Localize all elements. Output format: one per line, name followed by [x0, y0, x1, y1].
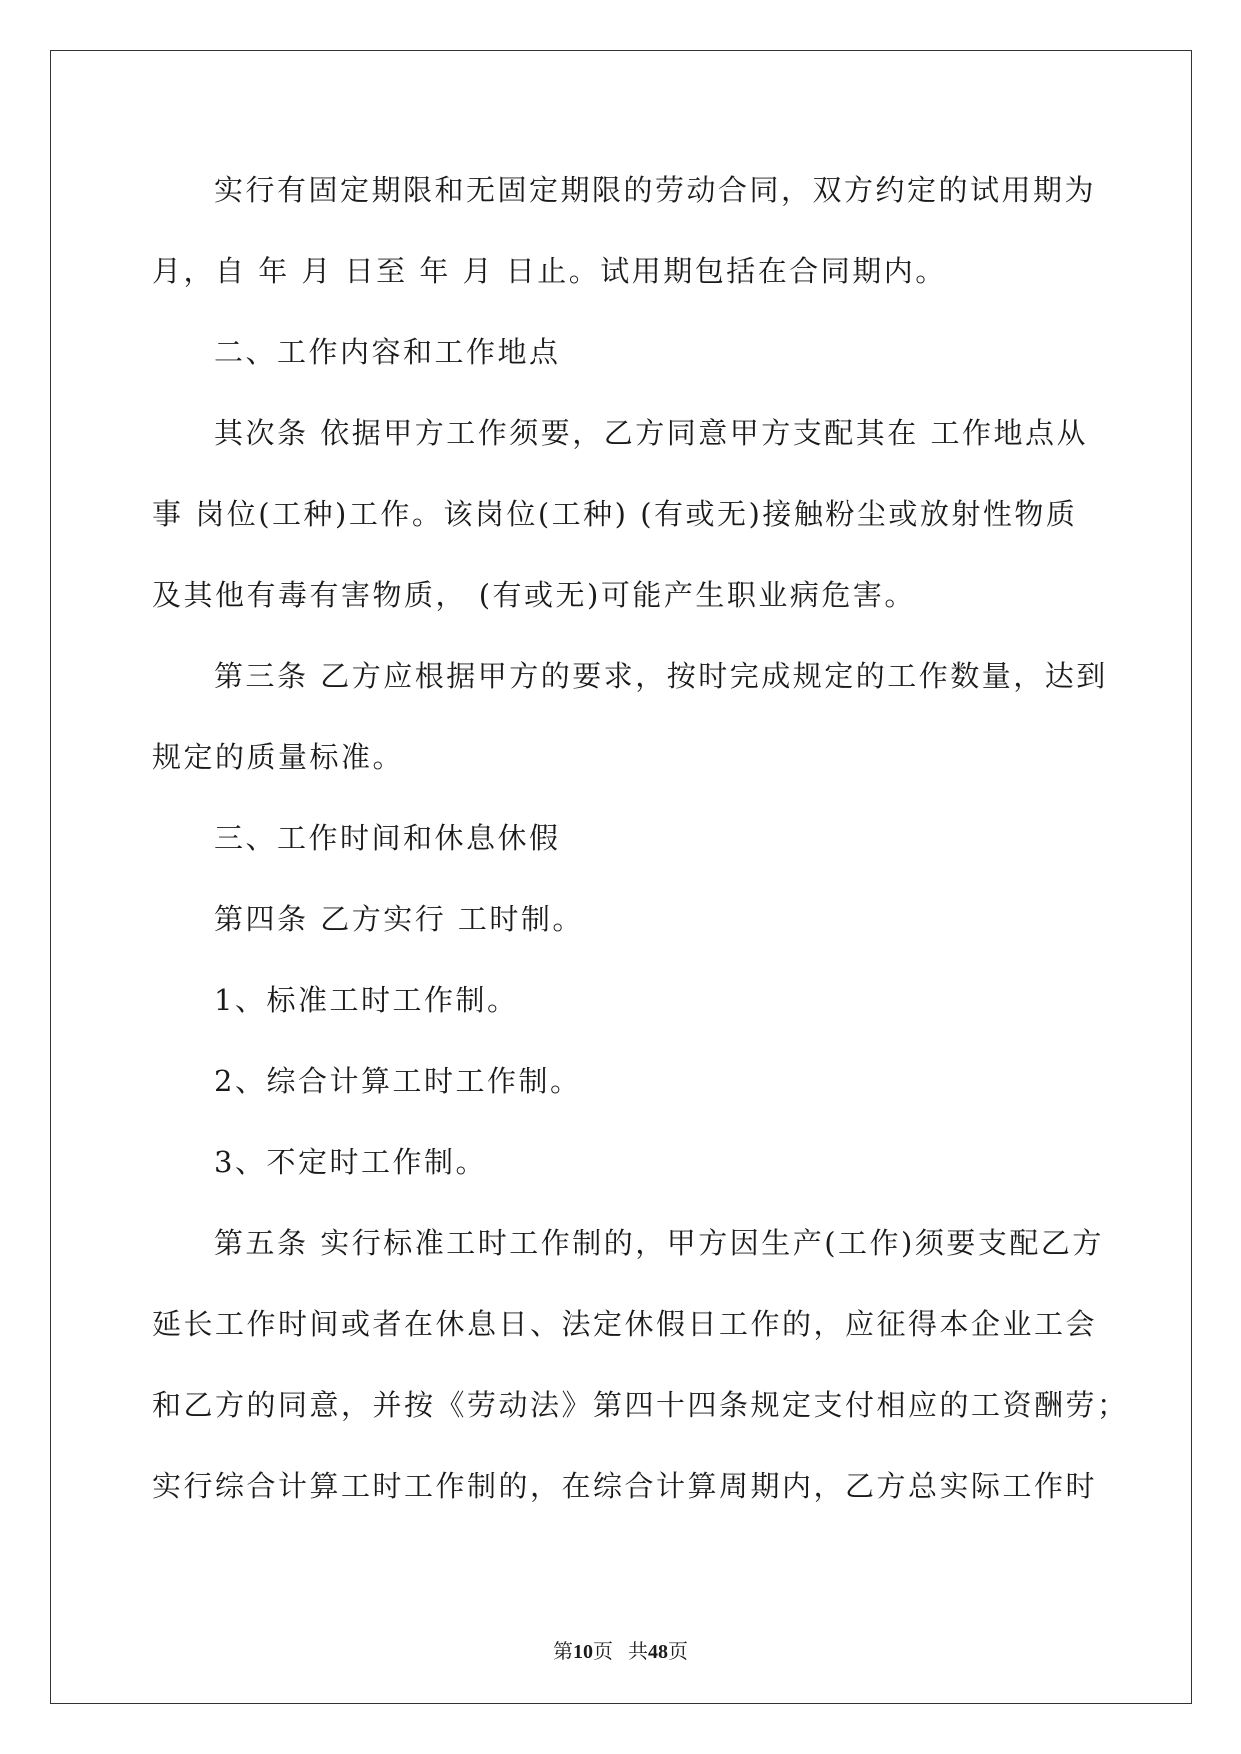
footer-prefix: 第: [553, 1641, 573, 1663]
text-line: 延长工作时间或者在休息日、法定休假日工作的，应征得本企业工会: [152, 1307, 1098, 1341]
list-item: 1、标准工时工作制。: [214, 983, 519, 1017]
text-line: 规定的质量标准。: [152, 740, 405, 774]
text-line: 和乙方的同意，并按《劳动法》第四十四条规定支付相应的工资酬劳；: [152, 1388, 1129, 1422]
current-page-number: 10: [573, 1641, 593, 1663]
footer-page-suffix: 页: [593, 1641, 613, 1663]
text-line: 实行综合计算工时工作制的，在综合计算周期内，乙方总实际工作时: [152, 1469, 1098, 1503]
text-line: 其次条 依据甲方工作须要，乙方同意甲方支配其在 工作地点从: [214, 416, 1088, 450]
total-pages-number: 48: [648, 1641, 668, 1663]
text-line: 实行有固定期限和无固定期限的劳动合同，双方约定的试用期为: [214, 173, 1097, 207]
footer-total-prefix: 共: [628, 1641, 648, 1663]
list-item: 3、不定时工作制。: [214, 1145, 487, 1179]
text-line: 第五条 实行标准工时工作制的，甲方因生产(工作)须要支配乙方: [214, 1226, 1104, 1260]
section-heading: 二、工作内容和工作地点: [214, 335, 561, 369]
text-line: 月，自 年 月 日至 年 月 日止。试用期包括在合同期内。: [152, 254, 947, 288]
text-line: 及其他有毒有害物质， (有或无)可能产生职业病危害。: [152, 578, 916, 612]
text-line: 第三条 乙方应根据甲方的要求，按时完成规定的工作数量，达到: [214, 659, 1108, 693]
section-heading: 三、工作时间和休息休假: [214, 821, 561, 855]
list-item: 2、综合计算工时工作制。: [214, 1064, 582, 1098]
page-footer: [0, 1635, 1241, 1664]
footer-total-suffix: 页: [668, 1641, 688, 1663]
text-line: 事 岗位(工种)工作。该岗位(工种) (有或无)接触粉尘或放射性物质: [152, 497, 1078, 531]
text-line: 第四条 乙方实行 工时制。: [214, 902, 584, 936]
page-border: [50, 50, 1192, 1704]
